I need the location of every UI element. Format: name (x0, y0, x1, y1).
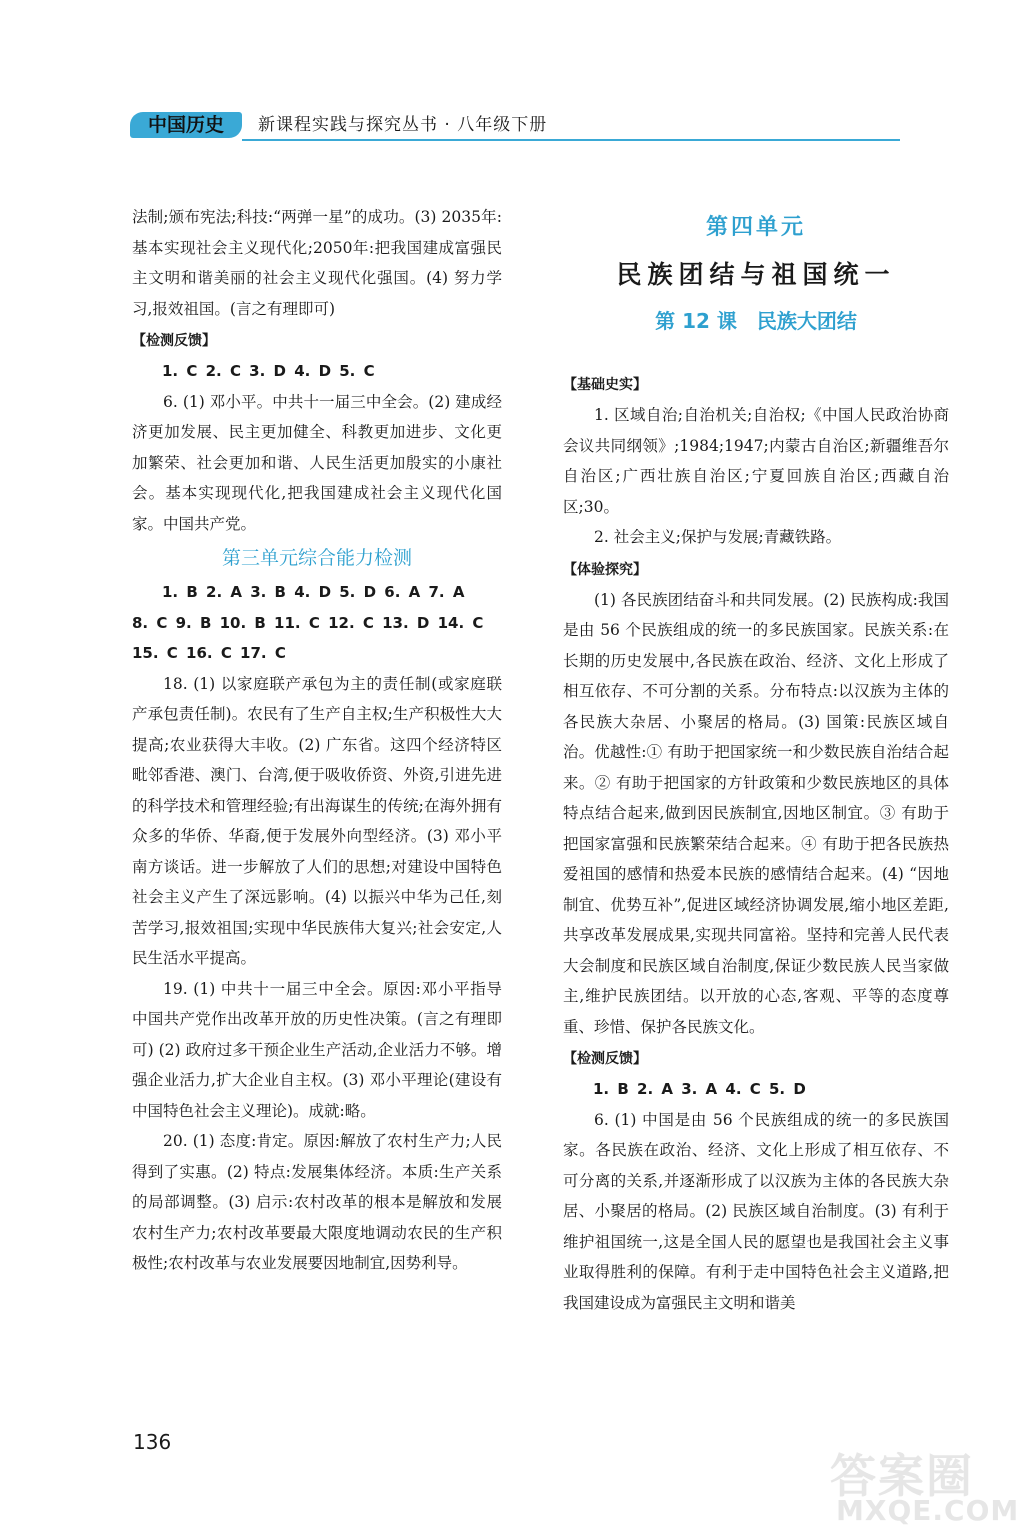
watermark-logo (830, 1440, 1020, 1532)
unit-name: 民族团结与祖国统一 (616, 260, 896, 289)
feedback-heading-right: 【检测反馈】 (563, 1051, 647, 1067)
subject-badge: 中国历史 (130, 112, 242, 138)
explore-answer: (1) 各民族团结奋斗和共同发展。(2) 民族构成:我国是由 56 个民族组成的统一的多民族国家。民族关系:在长期的历史发展中,各民族在政治、经济、文化上形成了相互依存、不可分割的关系。分布特点:以汉族为主体的各民族大杂居、小聚居的格局。(3) 国策:民族区域自治。优越性:① 有助于把国家统一和少数民族自治结合起来。② 有助于把国家的方针政策和少数民族地区的具体特点结合起来,做到因民族制宜,因地区制宜。③ 有助于把国家富强和民族繁荣结合起来。④ 有助于把各民族热爱祖国的感情和热爱本民族的感情结合起来。(4) “因地制宜、优势互补”,促进区域经济协调发展,缩小地区差距,共享改革发展成果,实现共同富裕。坚持和完善人民代表大会制度和民族区域自治制度,保证少数民族人民当家做主,维护民族团结。以开放的心态,客观、平等的态度尊重、珍惜、保护各民族文化。 (563, 590, 949, 1036)
question-19-answer: 19. (1) 中共十一届三中全会。原因:邓小平指导中国共产党作出改革开放的历史性决策。(言之有理即可) (2) 政府过多干预企业生产活动,企业活力不够。增强企业活力,扩大企业自主权。(3) 邓小平理论(建设有中国特色社会主义理论)。成就:略。 (132, 979, 502, 1120)
right-column (563, 368, 949, 1318)
lesson-title: 第 12 课 民族大团结 (655, 309, 857, 333)
explore-heading: 【体验探究】 (563, 561, 647, 578)
basic-answer-1: 1. 区域自治;自治机关;自治权;《中国人民政治协商会议共同纲领》;1984;1947;内蒙古自治区;新疆维吾尔自治区;广西壮族自治区;宁夏回族自治区;西藏自治区;30。 (563, 406, 949, 516)
question-6-answer-right: 6. (1) 中国是由 56 个民族组成的统一的多民族国家。各民族在政治、经济、文化上形成了相互依存、不可分离的关系,并逐渐形成了以汉族为主体的各民族大杂居、小聚居的格局。(2) 民族区域自治制度。(3) 有利于维护祖国统一,这是全国人民的愿望也是我国社会主义事业取得胜利的保障。有利于走中国特色社会主义道路,把我国建设成为富强民主文明和谐美 (563, 1110, 949, 1312)
basic-facts-heading: 【基础史实】 (563, 377, 647, 393)
series-title: 新课程实践与探究丛书 · 八年级下册 (258, 115, 548, 135)
answers-line-1: 1. B 2. A 3. B 4. D 5. D 6. A 7. A (162, 583, 465, 601)
watermark-word: 答案圈 (830, 1449, 974, 1503)
basic-answer-2: 2. 社会主义;保护与发展;青藏铁路。 (594, 528, 842, 546)
question-18-answer: 18. (1) 以家庭联产承包为主的责任制(或家庭联产承包责任制)。农民有了生产自主权;生产积极性大大提高;农业获得大丰收。(2) 广东省。这四个经济特区毗邻香港、澳门、台湾,便于吸收侨资、外资,引进先进的科学技术和管理经验;有出海谋生的传统;在海外拥有众多的华侨、华裔,便于发展外向型经济。(3) 邓小平南方谈话。进一步解放了人们的思想;对建设中国特色社会主义产生了深远影响。(4) 以振兴中华为己任,刻苦学习,报效祖国;实现中华民族伟大复兴;社会安定,人民生活水平提高。 (132, 674, 502, 967)
page-number: 136 (133, 1430, 172, 1454)
question-20-answer: 20. (1) 态度:肯定。原因:解放了农村生产力;人民得到了实惠。(2) 特点:发展集体经济。本质:生产关系的局部调整。(3) 启示:农村改革的根本是解放和发展农村生产力;农村改革要最大限度地调动农民的生产积极性;农村改革与农业发展要因地制宜,因势利导。 (132, 1132, 502, 1272)
answers-line-3: 15. C 16. C 17. C (132, 644, 286, 662)
unit-title: 第四单元 (705, 214, 806, 240)
continued-answer: 法制;颁布宪法;科技:“两弹一星”的成功。(3) 2035年:基本实现社会主义现代化;2050年:把我国建成富强民主文明和谐美丽的社会主义现代化强国。(4) 努力学习,报效祖国。(言之有理即可) (132, 208, 502, 318)
question-6-answer: 6. (1) 邓小平。中共十一届三中全会。(2) 建成经济更加发展、民主更加健全、科教更加进步、文化更加繁荣、社会更加和谐、人民生活更加殷实的小康社会。基本实现现代化,把我国建成社会主义现代化国家。中国共产党。 (132, 392, 502, 533)
unit-3-test-title: 第三单元综合能力检测 (221, 547, 412, 569)
left-column (132, 202, 502, 1279)
answers-1-5-right: 1. B 2. A 3. A 4. C 5. D (593, 1080, 806, 1098)
feedback-heading: 【检测反馈】 (132, 333, 216, 349)
running-header (130, 110, 900, 140)
header-rule (242, 139, 900, 141)
watermark-url: MXQE.COM (836, 1494, 1020, 1527)
answers-1-5: 1. C 2. C 3. D 4. D 5. C (162, 362, 375, 380)
answers-line-2: 8. C 9. B 10. B 11. C 12. C 13. D 14. C (132, 613, 484, 632)
